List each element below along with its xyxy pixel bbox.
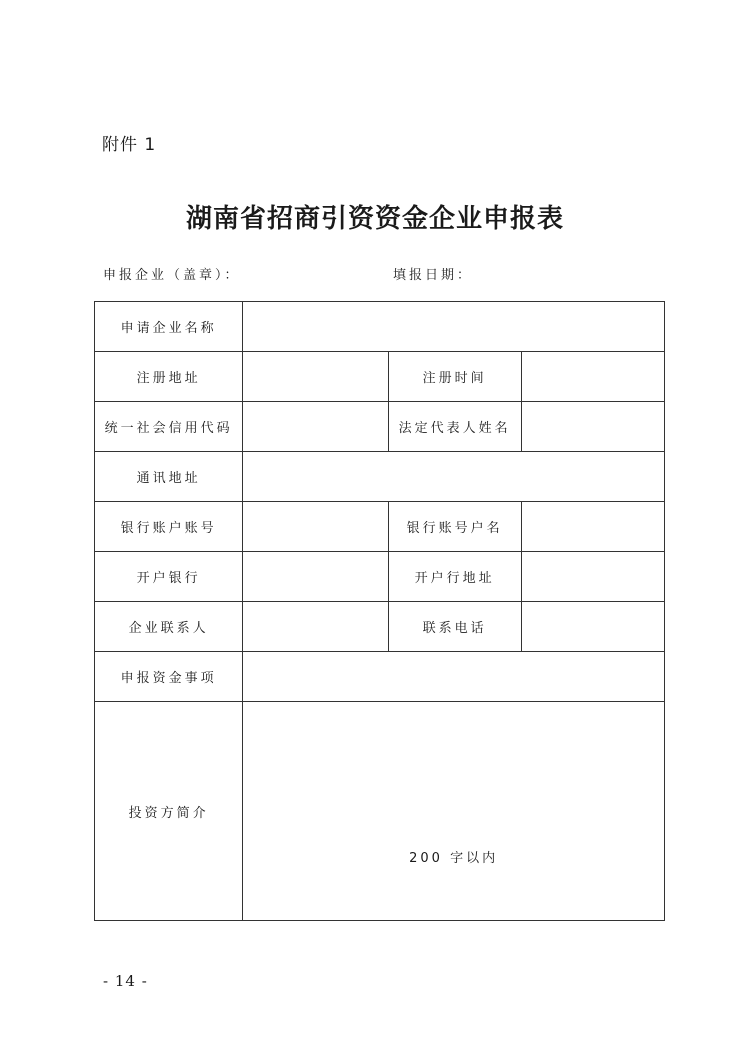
contact-label: 企业联系人: [95, 602, 243, 652]
reg-time-label: 注册时间: [388, 352, 521, 402]
company-seal-label: 申报企业（盖章）：: [103, 268, 241, 283]
table-row: [95, 652, 665, 702]
bank-label: 开户银行: [95, 552, 243, 602]
phone-label: 联系电话: [388, 602, 521, 652]
fill-date-label: 填报日期：: [393, 268, 474, 283]
bank-account-field[interactable]: [243, 502, 388, 552]
phone-field[interactable]: [521, 602, 664, 652]
page-number: - 14 -: [103, 972, 148, 990]
bank-address-field[interactable]: [521, 552, 664, 602]
reg-address-field[interactable]: [243, 352, 388, 402]
table-row: [95, 602, 665, 652]
legal-rep-label: 法定代表人姓名: [388, 402, 521, 452]
investor-intro-label: 投资方简介: [95, 702, 243, 921]
account-name-field[interactable]: [521, 502, 664, 552]
table-row: [95, 452, 665, 502]
table-row: [95, 702, 665, 921]
table-row: [95, 552, 665, 602]
company-name-label: 申请企业名称: [95, 302, 243, 352]
table-row: [95, 402, 665, 452]
table-row: [95, 352, 665, 402]
investor-intro-field[interactable]: [243, 702, 665, 921]
contact-field[interactable]: [243, 602, 388, 652]
form-title: 湖南省招商引资资金企业申报表: [185, 204, 564, 234]
application-form-table: [94, 301, 665, 921]
reg-address-label: 注册地址: [95, 352, 243, 402]
bank-address-label: 开户行地址: [388, 552, 521, 602]
mail-address-field[interactable]: [243, 452, 665, 502]
attachment-label: 附件 1: [102, 135, 157, 155]
reg-time-field[interactable]: [521, 352, 664, 402]
table-row: [95, 502, 665, 552]
credit-code-label: 统一社会信用代码: [95, 402, 243, 452]
legal-rep-field[interactable]: [521, 402, 664, 452]
account-name-label: 银行账号户名: [388, 502, 521, 552]
mail-address-label: 通讯地址: [95, 452, 243, 502]
bank-account-label: 银行账户账号: [95, 502, 243, 552]
table-row: [95, 302, 665, 352]
funding-item-field[interactable]: [243, 652, 665, 702]
funding-item-label: 申报资金事项: [95, 652, 243, 702]
credit-code-field[interactable]: [243, 402, 388, 452]
intro-length-note: 200 字以内: [409, 851, 499, 866]
bank-field[interactable]: [243, 552, 388, 602]
company-name-field[interactable]: [243, 302, 665, 352]
